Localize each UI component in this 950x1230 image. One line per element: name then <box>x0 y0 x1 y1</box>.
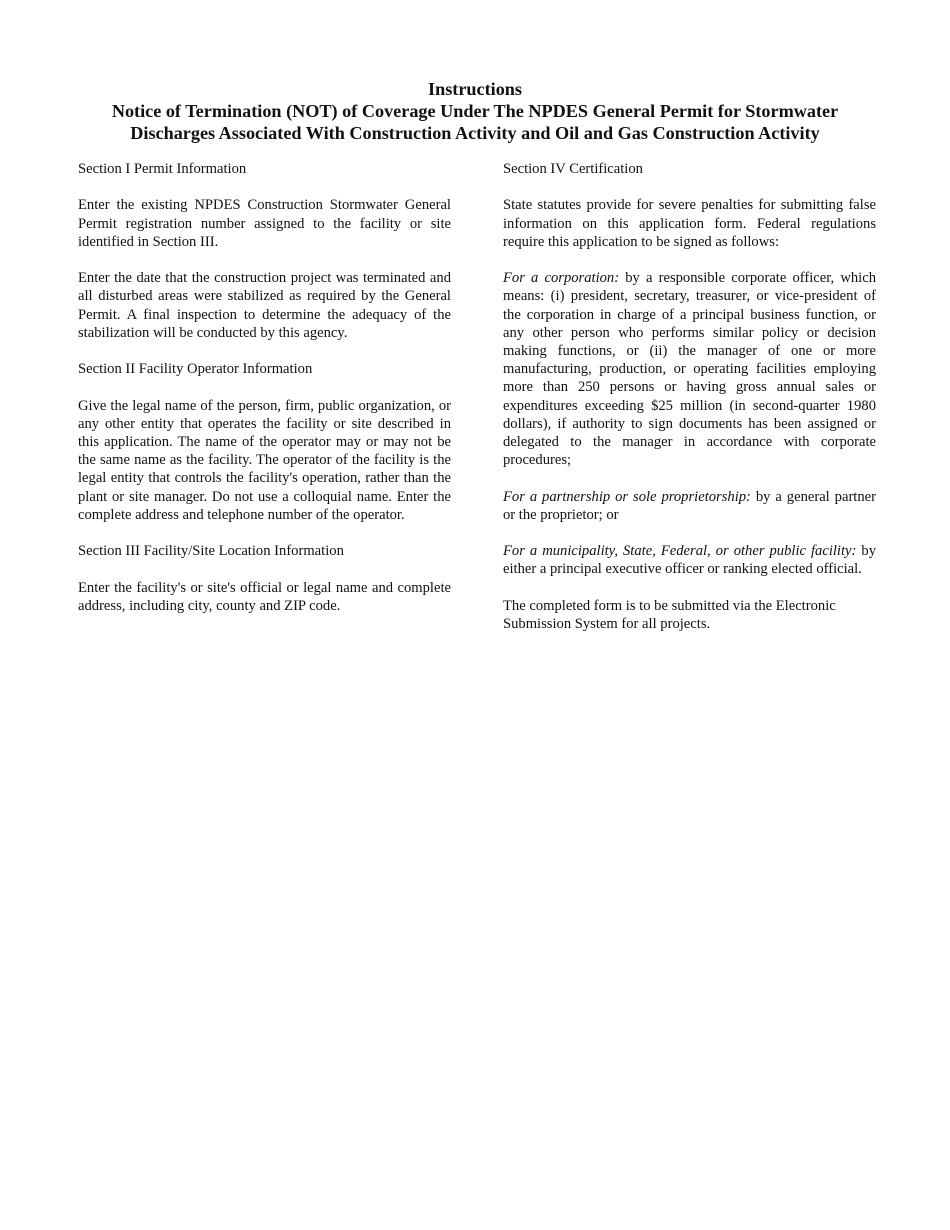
municipality-paragraph <box>503 542 876 578</box>
right-column <box>503 160 876 651</box>
section-3-heading: Section III Facility/Site Location Information <box>78 543 344 560</box>
left-column <box>78 160 451 633</box>
section-4-paragraph-1: State statutes provide for severe penalties for submitting false information on this application form. Federal regulations require this application to be signed as follows: <box>503 197 876 250</box>
corporation-label: For a corporation: <box>503 270 620 287</box>
section-1-heading: Section I Permit Information <box>78 161 247 177</box>
municipality-text: by either a principal executive officer or ranking elected official. <box>503 543 876 578</box>
submission-note: The completed form is to be submitted via the Electronic Submission System for all projects. <box>503 597 836 632</box>
header-title: Instructions <box>428 79 522 99</box>
section-3-paragraph-1: Enter the facility's or site's official or legal name and complete address, including city, county and ZIP code. <box>78 579 451 614</box>
partnership-text: by a general partner or the proprietor; or <box>503 488 876 523</box>
corporation-paragraph <box>503 269 876 469</box>
section-4-heading: Section IV Certification <box>503 161 643 177</box>
section-2-paragraph-1: Give the legal name of the person, firm, public organization, or any other entity that operates the facility or site described in this application. The name of the operator may or may not be the same name as the facility. The operator of the facility is the legal entity that controls the facility's operation, rather than the plant or site manager. Do not use a colloquial name. Enter the complete address and telephone number of the operator. <box>78 397 451 523</box>
section-1-paragraph-2: Enter the date that the construction project was terminated and all disturbed areas were stabilized as required by the General Permit. A final inspection to determine the adequacy of the stabilization will be conducted by this agency. <box>78 270 451 341</box>
partnership-label: For a partnership or sole proprietorship: <box>503 488 751 505</box>
municipality-label: For a municipality, State, Federal, or other public facility: <box>503 543 857 560</box>
corporation-text: by a responsible corporate officer, which means: (i) president, secretary, treasurer, or vice-president of the corporation in charge of a principal business function, or any other person who performs similar policy or decision making functions, or (ii) the manager of one or more manufacturing, production, or operating facilities employing more than 250 persons or having gross annual sales or expenditures exceeding $25 million (in second-quarter 1980 dollars), if authority to sign documents has been assigned or delegated to the manager in accordance with corporate procedures; <box>503 270 876 469</box>
section-2-heading: Section II Facility Operator Information <box>78 361 313 378</box>
header-subtitle-line1: Notice of Termination (NOT) of Coverage Under The NPDES General Permit for Stormwater <box>111 101 839 121</box>
document-header <box>60 78 890 144</box>
section-1-paragraph-1: Enter the existing NPDES Construction Stormwater General Permit registration number assigned to the facility or site identified in Section III. <box>78 197 451 250</box>
partnership-paragraph <box>503 488 876 524</box>
header-subtitle-line2: Discharges Associated With Construction Activity and Oil and Gas Construction Activity <box>130 123 820 143</box>
